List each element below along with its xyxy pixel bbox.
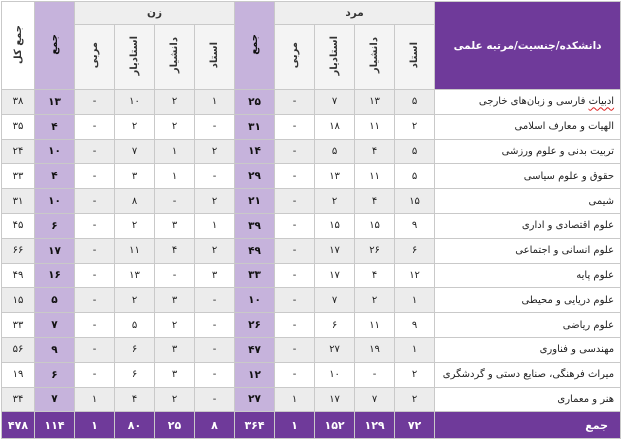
footer-male-assistant: ۱۵۲ xyxy=(315,412,355,439)
male-sum-cell: ۱۲ xyxy=(235,362,275,387)
male-instructor-cell: - xyxy=(275,362,315,387)
male-associate-cell: ۱۱ xyxy=(355,313,395,338)
table-row xyxy=(2,213,621,238)
female-sum-header: جمع xyxy=(35,2,75,90)
female-associate-header: دانشیار xyxy=(155,25,195,90)
male-associate-cell: - xyxy=(355,362,395,387)
male-associate-cell: ۱۱ xyxy=(355,164,395,189)
male-assistant-cell: ۱۷ xyxy=(315,387,355,412)
male-professor-cell: ۱۵ xyxy=(395,189,435,214)
table-row xyxy=(2,288,621,313)
footer-male-sum: ۳۶۴ xyxy=(235,412,275,439)
female-assistant-cell: ۲ xyxy=(115,114,155,139)
table-row xyxy=(2,337,621,362)
male-associate-cell: ۱۳ xyxy=(355,90,395,115)
male-professor-cell: ۱ xyxy=(395,288,435,313)
male-professor-cell: ۱ xyxy=(395,337,435,362)
male-sum-cell: ۴۷ xyxy=(235,337,275,362)
faculty-name: تربیت بدنی و علوم ورزشی xyxy=(435,139,621,164)
footer-female-instructor: ۱ xyxy=(75,412,115,439)
male-professor-cell: ۶ xyxy=(395,238,435,263)
table-row xyxy=(2,139,621,164)
table-body xyxy=(2,90,621,412)
female-instructor-cell: - xyxy=(75,90,115,115)
female-sum-cell: ۶ xyxy=(35,213,75,238)
female-assistant-cell: ۷ xyxy=(115,139,155,164)
male-instructor-cell: ۱ xyxy=(275,387,315,412)
grand-total-header: جمع کل xyxy=(2,2,35,90)
female-assistant-cell: ۶ xyxy=(115,362,155,387)
female-associate-cell: ۳ xyxy=(155,337,195,362)
female-sum-cell: ۹ xyxy=(35,337,75,362)
female-instructor-header: مربی xyxy=(75,25,115,90)
female-instructor-cell: - xyxy=(75,164,115,189)
male-professor-cell: ۹ xyxy=(395,213,435,238)
faculty-name: الهیات و معارف اسلامی xyxy=(435,114,621,139)
female-associate-cell: - xyxy=(155,189,195,214)
male-sum-cell: ۱۴ xyxy=(235,139,275,164)
male-assistant-cell: ۶ xyxy=(315,313,355,338)
male-assistant-cell: ۱۳ xyxy=(315,164,355,189)
grand-total-cell: ۴۹ xyxy=(2,263,35,288)
male-instructor-cell: - xyxy=(275,337,315,362)
male-associate-cell: ۱۹ xyxy=(355,337,395,362)
female-professor-cell: ۲ xyxy=(195,139,235,164)
faculty-name: ادبیات فارسی و زبان‌های خارجی xyxy=(435,90,621,115)
female-sum-cell: ۷ xyxy=(35,387,75,412)
grand-total-cell: ۳۸ xyxy=(2,90,35,115)
male-assistant-cell: ۱۰ xyxy=(315,362,355,387)
grand-total-cell: ۵۶ xyxy=(2,337,35,362)
female-assistant-cell: ۳ xyxy=(115,164,155,189)
male-sum-cell: ۲۷ xyxy=(235,387,275,412)
female-professor-cell: ۳ xyxy=(195,263,235,288)
female-professor-header: استاد xyxy=(195,25,235,90)
table-row xyxy=(2,90,621,115)
male-associate-cell: ۴ xyxy=(355,189,395,214)
male-instructor-header: مربی xyxy=(275,25,315,90)
grand-total-cell: ۲۴ xyxy=(2,139,35,164)
grand-total-cell: ۳۱ xyxy=(2,189,35,214)
table-row xyxy=(2,238,621,263)
male-professor-cell: ۱۲ xyxy=(395,263,435,288)
grand-total-cell: ۱۹ xyxy=(2,362,35,387)
female-instructor-cell: - xyxy=(75,288,115,313)
footer-row xyxy=(2,412,621,439)
female-associate-cell: ۳ xyxy=(155,362,195,387)
male-associate-cell: ۲۶ xyxy=(355,238,395,263)
female-assistant-cell: ۴ xyxy=(115,387,155,412)
female-associate-cell: ۲ xyxy=(155,90,195,115)
footer-female-professor: ۸ xyxy=(195,412,235,439)
male-professor-cell: ۲ xyxy=(395,114,435,139)
male-assistant-cell: ۱۷ xyxy=(315,263,355,288)
female-assistant-cell: ۸ xyxy=(115,189,155,214)
male-sum-cell: ۳۹ xyxy=(235,213,275,238)
female-assistant-cell: ۱۱ xyxy=(115,238,155,263)
female-sum-cell: ۶ xyxy=(35,362,75,387)
table-row xyxy=(2,263,621,288)
female-assistant-header: استادیار xyxy=(115,25,155,90)
male-sum-cell: ۳۱ xyxy=(235,114,275,139)
male-sum-cell: ۲۱ xyxy=(235,189,275,214)
table-row xyxy=(2,387,621,412)
footer-label: جمع xyxy=(435,412,621,439)
grand-total-cell: ۳۳ xyxy=(2,164,35,189)
male-associate-cell: ۲ xyxy=(355,288,395,313)
male-instructor-cell: - xyxy=(275,164,315,189)
male-instructor-cell: - xyxy=(275,213,315,238)
grand-total-cell: ۳۵ xyxy=(2,114,35,139)
female-associate-cell: - xyxy=(155,263,195,288)
female-instructor-cell: ۱ xyxy=(75,387,115,412)
male-associate-cell: ۴ xyxy=(355,263,395,288)
female-sum-cell: ۱۶ xyxy=(35,263,75,288)
female-sum-cell: ۴ xyxy=(35,164,75,189)
grand-total-cell: ۳۳ xyxy=(2,313,35,338)
female-assistant-cell: ۲ xyxy=(115,213,155,238)
male-assistant-cell: ۱۸ xyxy=(315,114,355,139)
male-assistant-cell: ۲ xyxy=(315,189,355,214)
grand-total-cell: ۱۵ xyxy=(2,288,35,313)
female-assistant-cell: ۱۰ xyxy=(115,90,155,115)
female-sum-cell: ۵ xyxy=(35,288,75,313)
female-associate-cell: ۴ xyxy=(155,238,195,263)
female-group-header: زن xyxy=(75,2,235,25)
female-professor-cell: - xyxy=(195,362,235,387)
female-instructor-cell: - xyxy=(75,263,115,288)
female-professor-cell: - xyxy=(195,288,235,313)
female-professor-cell: ۲ xyxy=(195,189,235,214)
female-sum-cell: ۱۰ xyxy=(35,139,75,164)
footer-female-associate: ۲۵ xyxy=(155,412,195,439)
male-instructor-cell: - xyxy=(275,288,315,313)
faculty-table-container xyxy=(1,1,620,439)
faculty-name: علوم انسانی و اجتماعی xyxy=(435,238,621,263)
faculty-name: علوم پایه xyxy=(435,263,621,288)
male-sum-cell: ۲۶ xyxy=(235,313,275,338)
female-instructor-cell: - xyxy=(75,213,115,238)
female-professor-cell: - xyxy=(195,114,235,139)
male-instructor-cell: - xyxy=(275,114,315,139)
male-associate-cell: ۱۱ xyxy=(355,114,395,139)
female-sum-cell: ۷ xyxy=(35,313,75,338)
male-sum-cell: ۲۹ xyxy=(235,164,275,189)
female-professor-cell: ۲ xyxy=(195,238,235,263)
male-assistant-cell: ۱۷ xyxy=(315,238,355,263)
male-associate-cell: ۱۵ xyxy=(355,213,395,238)
female-instructor-cell: - xyxy=(75,189,115,214)
female-instructor-cell: - xyxy=(75,139,115,164)
faculty-name: علوم اقتصادی و اداری xyxy=(435,213,621,238)
male-sum-cell: ۱۰ xyxy=(235,288,275,313)
faculty-name: هنر و معماری xyxy=(435,387,621,412)
table-row xyxy=(2,114,621,139)
footer-male-associate: ۱۲۹ xyxy=(355,412,395,439)
male-assistant-cell: ۱۵ xyxy=(315,213,355,238)
faculty-name: علوم دریایی و محیطی xyxy=(435,288,621,313)
female-associate-cell: ۲ xyxy=(155,313,195,338)
male-instructor-cell: - xyxy=(275,189,315,214)
female-instructor-cell: - xyxy=(75,362,115,387)
male-associate-cell: ۷ xyxy=(355,387,395,412)
grand-total-cell: ۳۴ xyxy=(2,387,35,412)
female-professor-cell: - xyxy=(195,313,235,338)
male-sum-cell: ۴۹ xyxy=(235,238,275,263)
male-sum-cell: ۲۵ xyxy=(235,90,275,115)
female-assistant-cell: ۶ xyxy=(115,337,155,362)
table-row xyxy=(2,313,621,338)
female-associate-cell: ۳ xyxy=(155,288,195,313)
male-sum-header: جمع xyxy=(235,2,275,90)
female-professor-cell: ۱ xyxy=(195,90,235,115)
female-associate-cell: ۲ xyxy=(155,114,195,139)
male-professor-cell: ۵ xyxy=(395,164,435,189)
faculty-name: شیمی xyxy=(435,189,621,214)
male-assistant-cell: ۲۷ xyxy=(315,337,355,362)
female-sum-cell: ۱۳ xyxy=(35,90,75,115)
female-assistant-cell: ۵ xyxy=(115,313,155,338)
male-assistant-cell: ۷ xyxy=(315,288,355,313)
footer-female-sum: ۱۱۴ xyxy=(35,412,75,439)
female-associate-cell: ۱ xyxy=(155,164,195,189)
header-title: دانشکده/جنسیت/مرتبه علمی xyxy=(435,2,621,90)
grand-total-cell: ۴۵ xyxy=(2,213,35,238)
female-associate-cell: ۳ xyxy=(155,213,195,238)
male-associate-header: دانشیار xyxy=(355,25,395,90)
grand-total-cell: ۶۶ xyxy=(2,238,35,263)
male-professor-cell: ۵ xyxy=(395,90,435,115)
male-assistant-cell: ۵ xyxy=(315,139,355,164)
male-professor-cell: ۲ xyxy=(395,362,435,387)
faculty-name: علوم ریاضی xyxy=(435,313,621,338)
female-instructor-cell: - xyxy=(75,238,115,263)
male-professor-header: استاد xyxy=(395,25,435,90)
female-professor-cell: ۱ xyxy=(195,213,235,238)
table-row xyxy=(2,189,621,214)
female-assistant-cell: ۲ xyxy=(115,288,155,313)
male-group-header: مرد xyxy=(275,2,435,25)
female-instructor-cell: - xyxy=(75,337,115,362)
male-instructor-cell: - xyxy=(275,139,315,164)
male-professor-cell: ۹ xyxy=(395,313,435,338)
male-instructor-cell: - xyxy=(275,313,315,338)
female-assistant-cell: ۱۳ xyxy=(115,263,155,288)
male-instructor-cell: - xyxy=(275,263,315,288)
female-professor-cell: - xyxy=(195,387,235,412)
male-associate-cell: ۴ xyxy=(355,139,395,164)
male-professor-cell: ۵ xyxy=(395,139,435,164)
footer-female-assistant: ۸۰ xyxy=(115,412,155,439)
footer-male-professor: ۷۲ xyxy=(395,412,435,439)
male-sum-cell: ۳۳ xyxy=(235,263,275,288)
faculty-table xyxy=(1,1,621,439)
female-instructor-cell: - xyxy=(75,313,115,338)
female-associate-cell: ۱ xyxy=(155,139,195,164)
female-professor-cell: - xyxy=(195,337,235,362)
female-sum-cell: ۴ xyxy=(35,114,75,139)
faculty-name: مهندسی و فناوری xyxy=(435,337,621,362)
male-assistant-cell: ۷ xyxy=(315,90,355,115)
footer-male-instructor: ۱ xyxy=(275,412,315,439)
female-instructor-cell: - xyxy=(75,114,115,139)
table-row xyxy=(2,362,621,387)
female-sum-cell: ۱۰ xyxy=(35,189,75,214)
female-sum-cell: ۱۷ xyxy=(35,238,75,263)
faculty-name: حقوق و علوم سیاسی xyxy=(435,164,621,189)
male-assistant-header: استادیار xyxy=(315,25,355,90)
male-instructor-cell: - xyxy=(275,90,315,115)
faculty-name: میراث فرهنگی، صنایع دستی و گردشگری xyxy=(435,362,621,387)
male-instructor-cell: - xyxy=(275,238,315,263)
female-professor-cell: - xyxy=(195,164,235,189)
male-professor-cell: ۲ xyxy=(395,387,435,412)
female-associate-cell: ۲ xyxy=(155,387,195,412)
table-row xyxy=(2,164,621,189)
footer-grand-total: ۴۷۸ xyxy=(2,412,35,439)
